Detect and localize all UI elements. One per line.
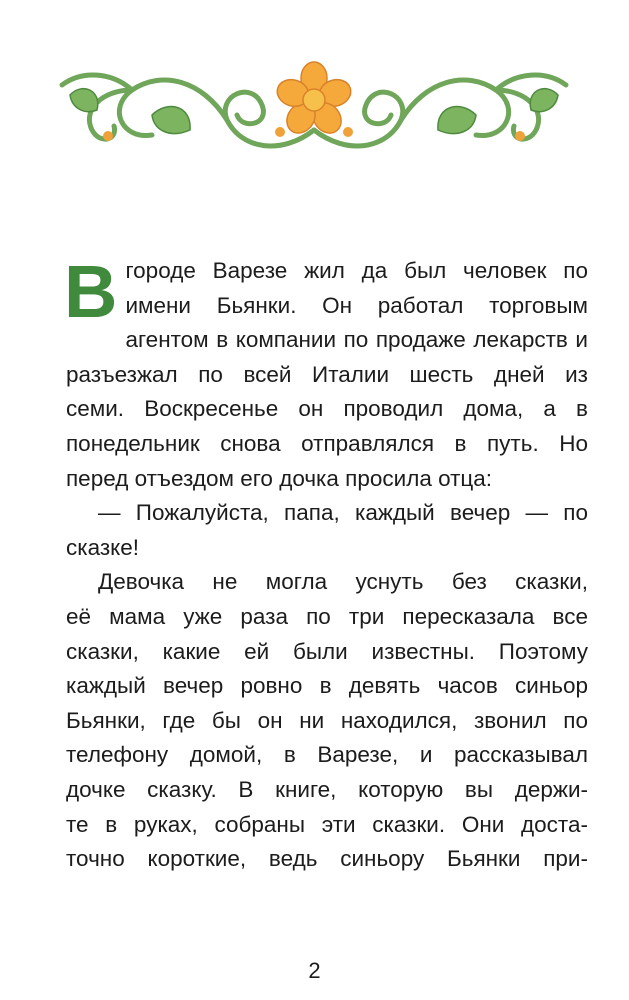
text-line: её мама уже раза по три пересказала все xyxy=(66,603,588,629)
text-line: те в руках, собраны эти сказки. Они доста- xyxy=(66,811,588,837)
text-line: точно короткие, ведь синьору Бьянки при- xyxy=(66,846,588,872)
text-line: разъезжал по всей Италии шесть дней из xyxy=(66,361,588,387)
text-line: городе Варезе жил да был человек по xyxy=(125,258,588,283)
story-text xyxy=(64,250,588,877)
text-line: понедельник снова отправлялся в путь. Но xyxy=(66,430,588,456)
text-line: дочке сказку. В книге, которую вы держи- xyxy=(66,776,588,802)
text-line: Девочка не могла уснуть без сказки, xyxy=(98,569,588,595)
text-line: Бьянки, где бы он ни находился, звонил по xyxy=(66,707,588,733)
text-line: сказки, какие ей были известны. Поэтому xyxy=(66,638,588,664)
drop-cap: В xyxy=(64,250,118,333)
floral-vine-ornament-icon xyxy=(52,60,577,160)
text-line: телефону домой, в Варезе, и рассказывал xyxy=(66,742,588,768)
text-line: семи. Воскресенье он проводил дома, а в xyxy=(66,396,588,422)
text-line: сказке! xyxy=(66,534,140,560)
text-line: имени Бьянки. Он работал торговым xyxy=(125,292,588,318)
text-line: агентом в компании по продаже лекарств и xyxy=(125,327,588,353)
page-number: 2 xyxy=(308,958,321,983)
text-line: перед отъездом его дочка просила отца: xyxy=(66,465,493,491)
text-line: — Пожалуйста, папа, каждый вечер — по xyxy=(98,500,588,526)
text-line: каждый вечер ровно в девять часов синьор xyxy=(66,673,588,699)
